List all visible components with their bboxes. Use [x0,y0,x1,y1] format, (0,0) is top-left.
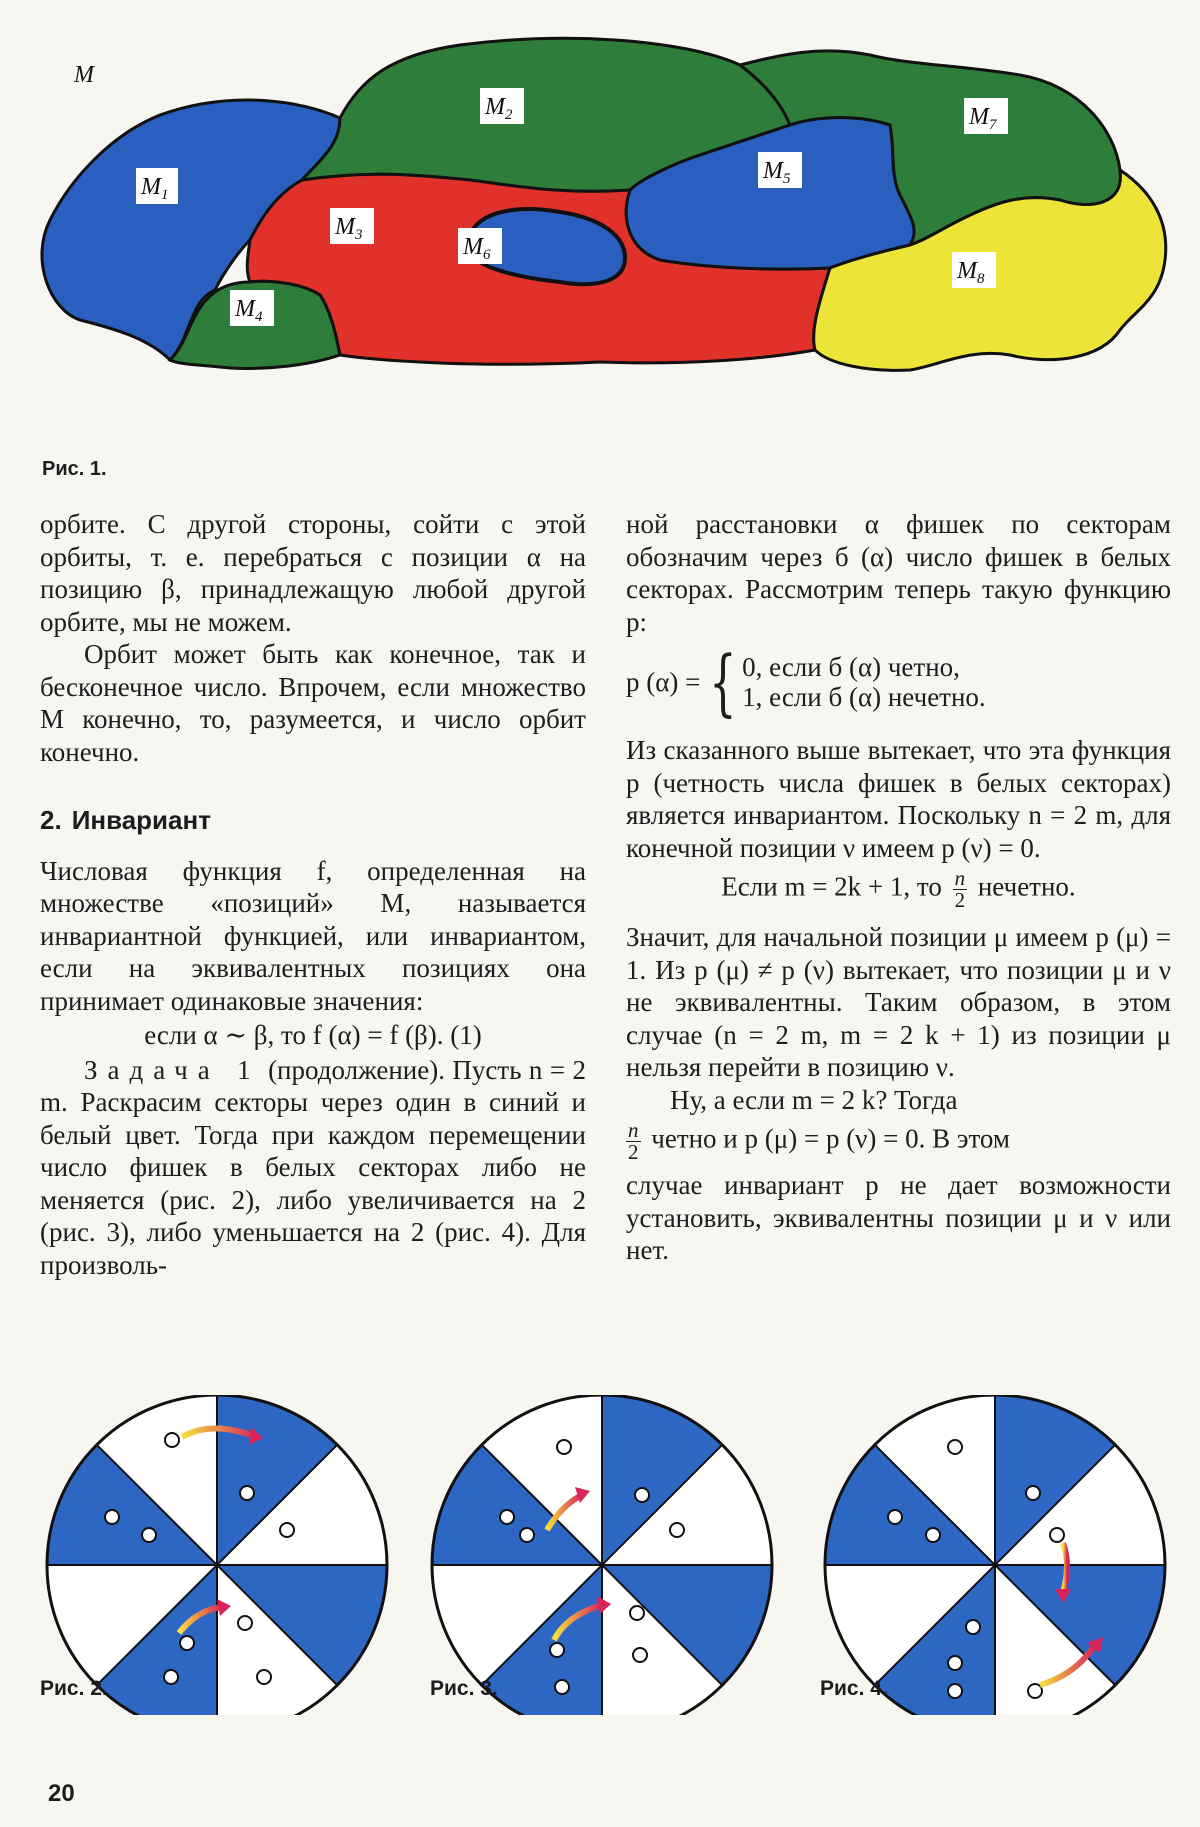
section-heading [40,804,586,837]
figure-1-caption: Рис. 1. [42,458,107,480]
chip [280,1523,294,1537]
right-paragraph-5: Ну, а если m = 2 k? Тогда [670,1084,958,1115]
left-column [40,508,586,1281]
task-label: Задача 1 [84,1054,261,1085]
right-paragraph-4: Значит, для начальной позиции μ имеем p (μ) = 1. Из p (μ) ≠ p (ν) вытекает, что позиции μ и ν не эквивалентны. Таким образом, в этом случае (n = 2 m, m = 2 k + 1) из позиции μ нельзя перейти в позицию ν. [626,922,1171,1082]
section-number: 2. [40,805,62,835]
orbit-map-figure [40,20,1180,400]
right-column [626,508,1171,1267]
left-paragraph-2: Орбит может быть как конечное, так и бесконечное число. Впрочем, если множество M конечно, то, разумеется, и число орбит конечно. [40,639,586,767]
orbit-map-svg [40,20,1180,400]
formula-1: если α ∼ β, то f (α) = f (β). (1) [144,1020,482,1050]
piecewise-lhs: p (α) = [626,666,701,697]
chip [555,1680,569,1694]
figure-2-caption: Рис. 2. [40,1677,108,1700]
chip [1050,1528,1064,1542]
figure-4-caption: Рис. 4. [820,1677,888,1700]
svg-text:M8: $M_8$ [957,258,985,287]
piecewise-case-odd: 1, если б (α) нечетно. [742,682,986,712]
chip [240,1486,254,1500]
disc-figure-3 [432,1395,772,1715]
chip [966,1620,980,1634]
right-paragraph-7: случае инвариант p не дает возможности установить, эквивалентны позиции μ и ν или нет. [626,1170,1171,1265]
disc-figure-2 [47,1395,387,1715]
chip [926,1528,940,1542]
svg-text:M1: $M_1$ [141,174,169,203]
right-paragraph-2: Из сказанного выше вытекает, что эта функция p (четность числа фишек в белых секторах) является инвариантом. Поскольку n = 2 m, для конечной позиции ν имеем p (ν) = 0. [626,735,1171,863]
chip [633,1648,647,1662]
chip [142,1528,156,1542]
section-title: Инвариант [71,805,211,835]
svg-text:M4: $M_4$ [235,296,263,325]
chip [520,1528,534,1542]
fraction-n-over-2-second: $\frac{n}{2}$ [628,1118,639,1164]
chip [164,1670,178,1684]
chip [888,1510,902,1524]
piecewise-cases [742,652,986,712]
label-m3 [330,208,374,244]
chip [1028,1684,1042,1698]
condition-text: Если m = 2k + 1, то [721,871,942,902]
svg-text:M3: $M_3$ [335,214,363,243]
even-case-text: четно и p (μ) = p (ν) = 0. В этом [651,1123,1010,1154]
chip [180,1636,194,1650]
svg-text:M2: $M_2$ [485,94,513,123]
label-m2 [480,88,524,124]
label-m8 [952,252,996,288]
piecewise-case-even: 0, если б (α) четно, [742,652,960,682]
disc-figures-svg [0,1395,1200,1715]
right-paragraph-1: ной расстановки α фишек по секторам обозначим через б (α) число фишек в белых секторах. Рассмотрим теперь такую функцию p: [626,509,1171,637]
chip [550,1643,564,1657]
chip [635,1488,649,1502]
chip [670,1523,684,1537]
left-paragraph-4 [40,1054,586,1282]
chip [948,1440,962,1454]
chip [500,1510,514,1524]
chip [257,1670,271,1684]
svg-text:M5: $M_5$ [763,158,791,187]
task-text: (продолжение). Пусть n = 2 m. Раскрасим секторы через один в синий и белый цвет. Тогда при каждом перемещении число фишек в белых секторах либо не меняется (рис. 2), либо увеличивается на 2 (рис. 3), либо уменьшается на 2 (рис. 4). Для произволь- [40,1054,586,1280]
condition-result: нечетно. [977,871,1076,902]
figure-3-caption: Рис. 3. [430,1677,498,1700]
chip [105,1510,119,1524]
svg-text:M7: $M_7$ [969,104,997,133]
svg-text:M6: $M_6$ [463,234,491,263]
chip [630,1606,644,1620]
label-m7 [964,98,1008,134]
right-paragraph-3 [626,868,1171,911]
brace-glyph: { [709,640,738,724]
set-m-label: M [74,62,94,88]
piecewise-formula [626,640,1171,724]
chip [165,1433,179,1447]
label-m1 [136,168,178,204]
fraction-n-over-2: $\frac{n}{2}$ [954,866,966,912]
disc-figures [0,1395,1200,1715]
label-m4 [230,290,274,326]
label-m6 [458,228,502,264]
chip [238,1616,252,1630]
right-paragraph-6 [626,1120,1171,1163]
left-paragraph-1: орбите. С другой стороны, сойти с этой орбиты, т. е. перебраться с позиции α на позицию β, принадлежащую любой другой орбите, мы не можем. [40,509,586,637]
label-m5 [758,152,802,188]
chip [948,1684,962,1698]
disc-figure-4 [825,1395,1165,1715]
left-paragraph-3: Числовая функция f, определенная на множестве «позиций» M, называется инвариантной функцией, или инвариантом, если на эквивалентных позициях она принимает одинаковые значения: [40,855,586,1016]
page-number: 20 [48,1780,75,1807]
chip [557,1440,571,1454]
chip [948,1656,962,1670]
chip [1026,1486,1040,1500]
